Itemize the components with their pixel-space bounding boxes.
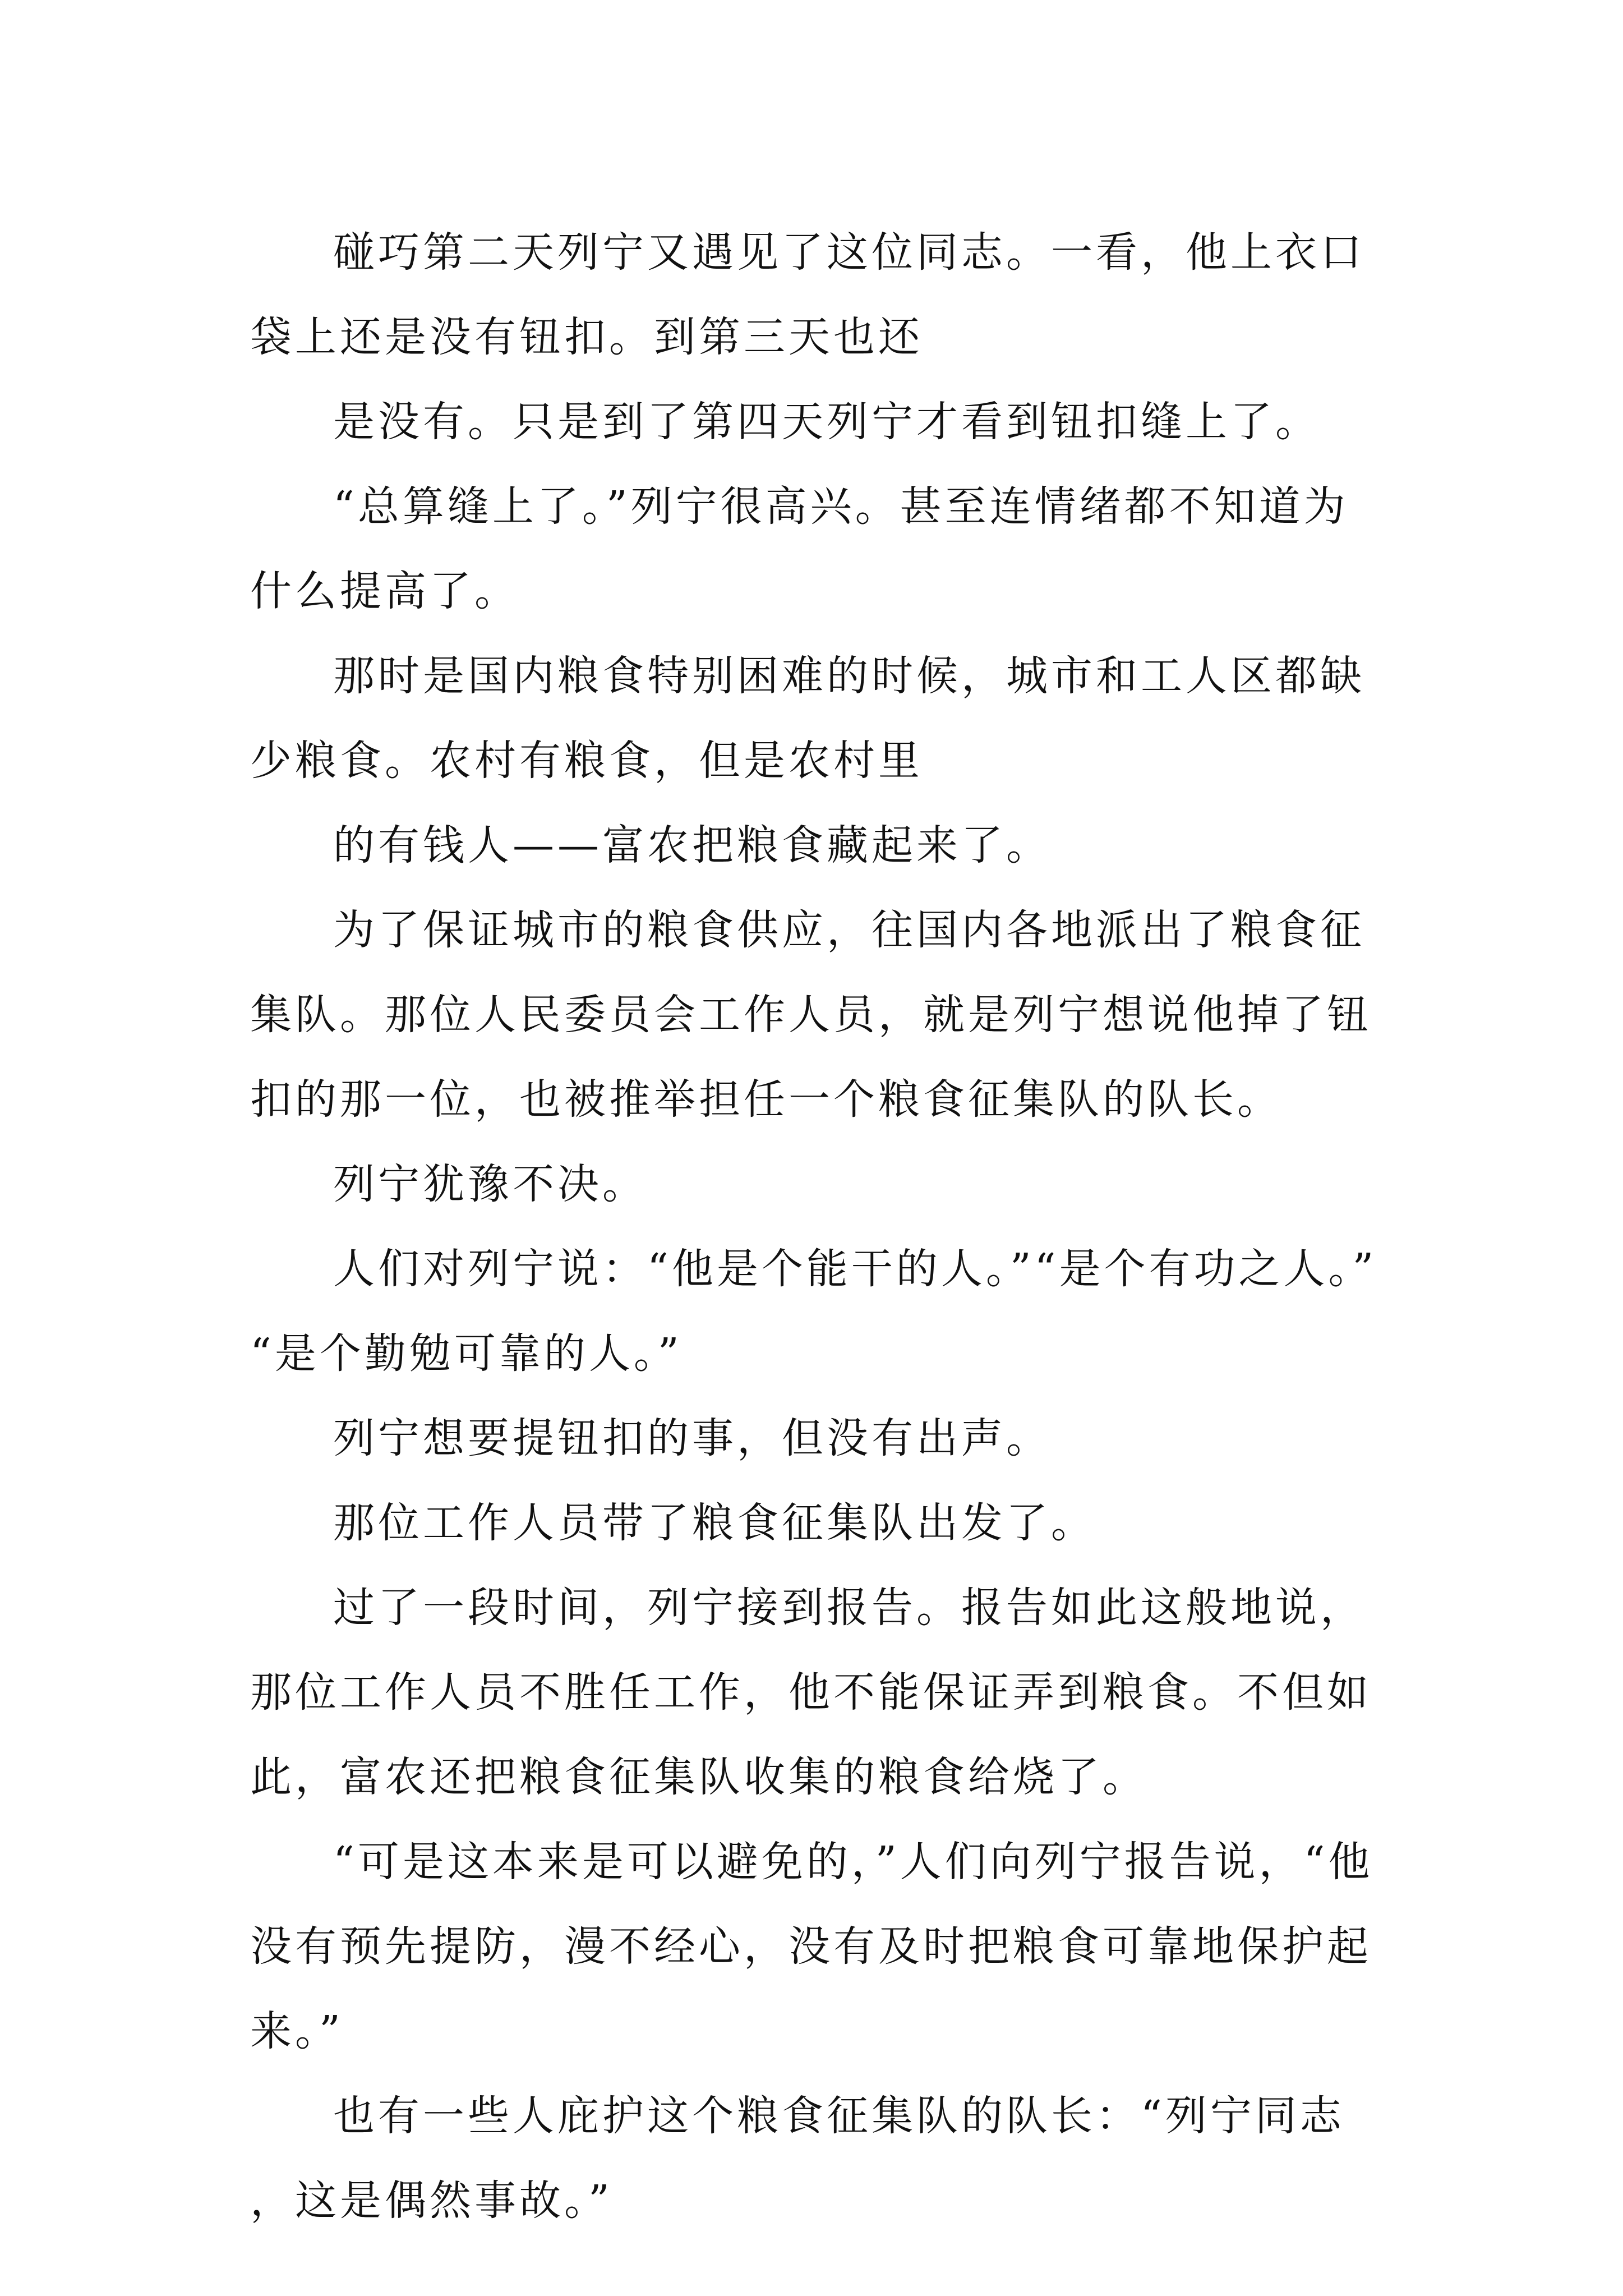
paragraph: 的有钱人——富农把粮食藏起来了。 (333, 821, 1051, 869)
paragraph: 人们对列宁说：“他是个能干的人。”“是个有功之人。”“是个勤勉可靠的人。” (250, 1245, 1377, 1378)
paragraph: 那位工作人员带了粮食征集队出发了。 (333, 1499, 1096, 1547)
paragraph: 那时是国内粮食特别困难的时候，城市和工人区都缺少粮食。农村有粮食，但是农村里 (250, 652, 1365, 785)
paragraph: 为了保证城市的粮食供应，往国内各地派出了粮食征集队。那位人民委员会工作人员，就是列宁想说他掉了钮扣的那一位，也被推举担任一个粮食征集队的队长。 (250, 906, 1372, 1124)
paragraph: “总算缝上了。”列宁很高兴。甚至连情绪都不知道为什么提高了。 (250, 482, 1349, 615)
body-text (250, 210, 1377, 2243)
paragraph: “可是这本来是可以避免的，”人们向列宁报告说，“他没有预先提防，漫不经心，没有及时把粮食可靠地保护起来。” (250, 1838, 1373, 2055)
paragraph: 也有一些人庇护这个粮食征集队的队长：“列宁同志，这是偶然事故。” (250, 2092, 1345, 2225)
paragraph: 列宁犹豫不决。 (333, 1160, 647, 1208)
paragraph: 碰巧第二天列宁又遇见了这位同志。一看，他上衣口袋上还是没有钮扣。到第三天也还 (250, 228, 1365, 361)
paragraph: 列宁想要提钮扣的事，但没有出声。 (333, 1414, 1051, 1462)
paragraph: 过了一段时间，列宁接到报告。报告如此这般地说，那位工作人员不胜任工作，他不能保证弄到粮食。不但如此，富农还把粮食征集队收集的粮食给烧了。 (250, 1584, 1372, 1801)
paragraph: 是没有。只是到了第四天列宁才看到钮扣缝上了。 (333, 398, 1320, 446)
